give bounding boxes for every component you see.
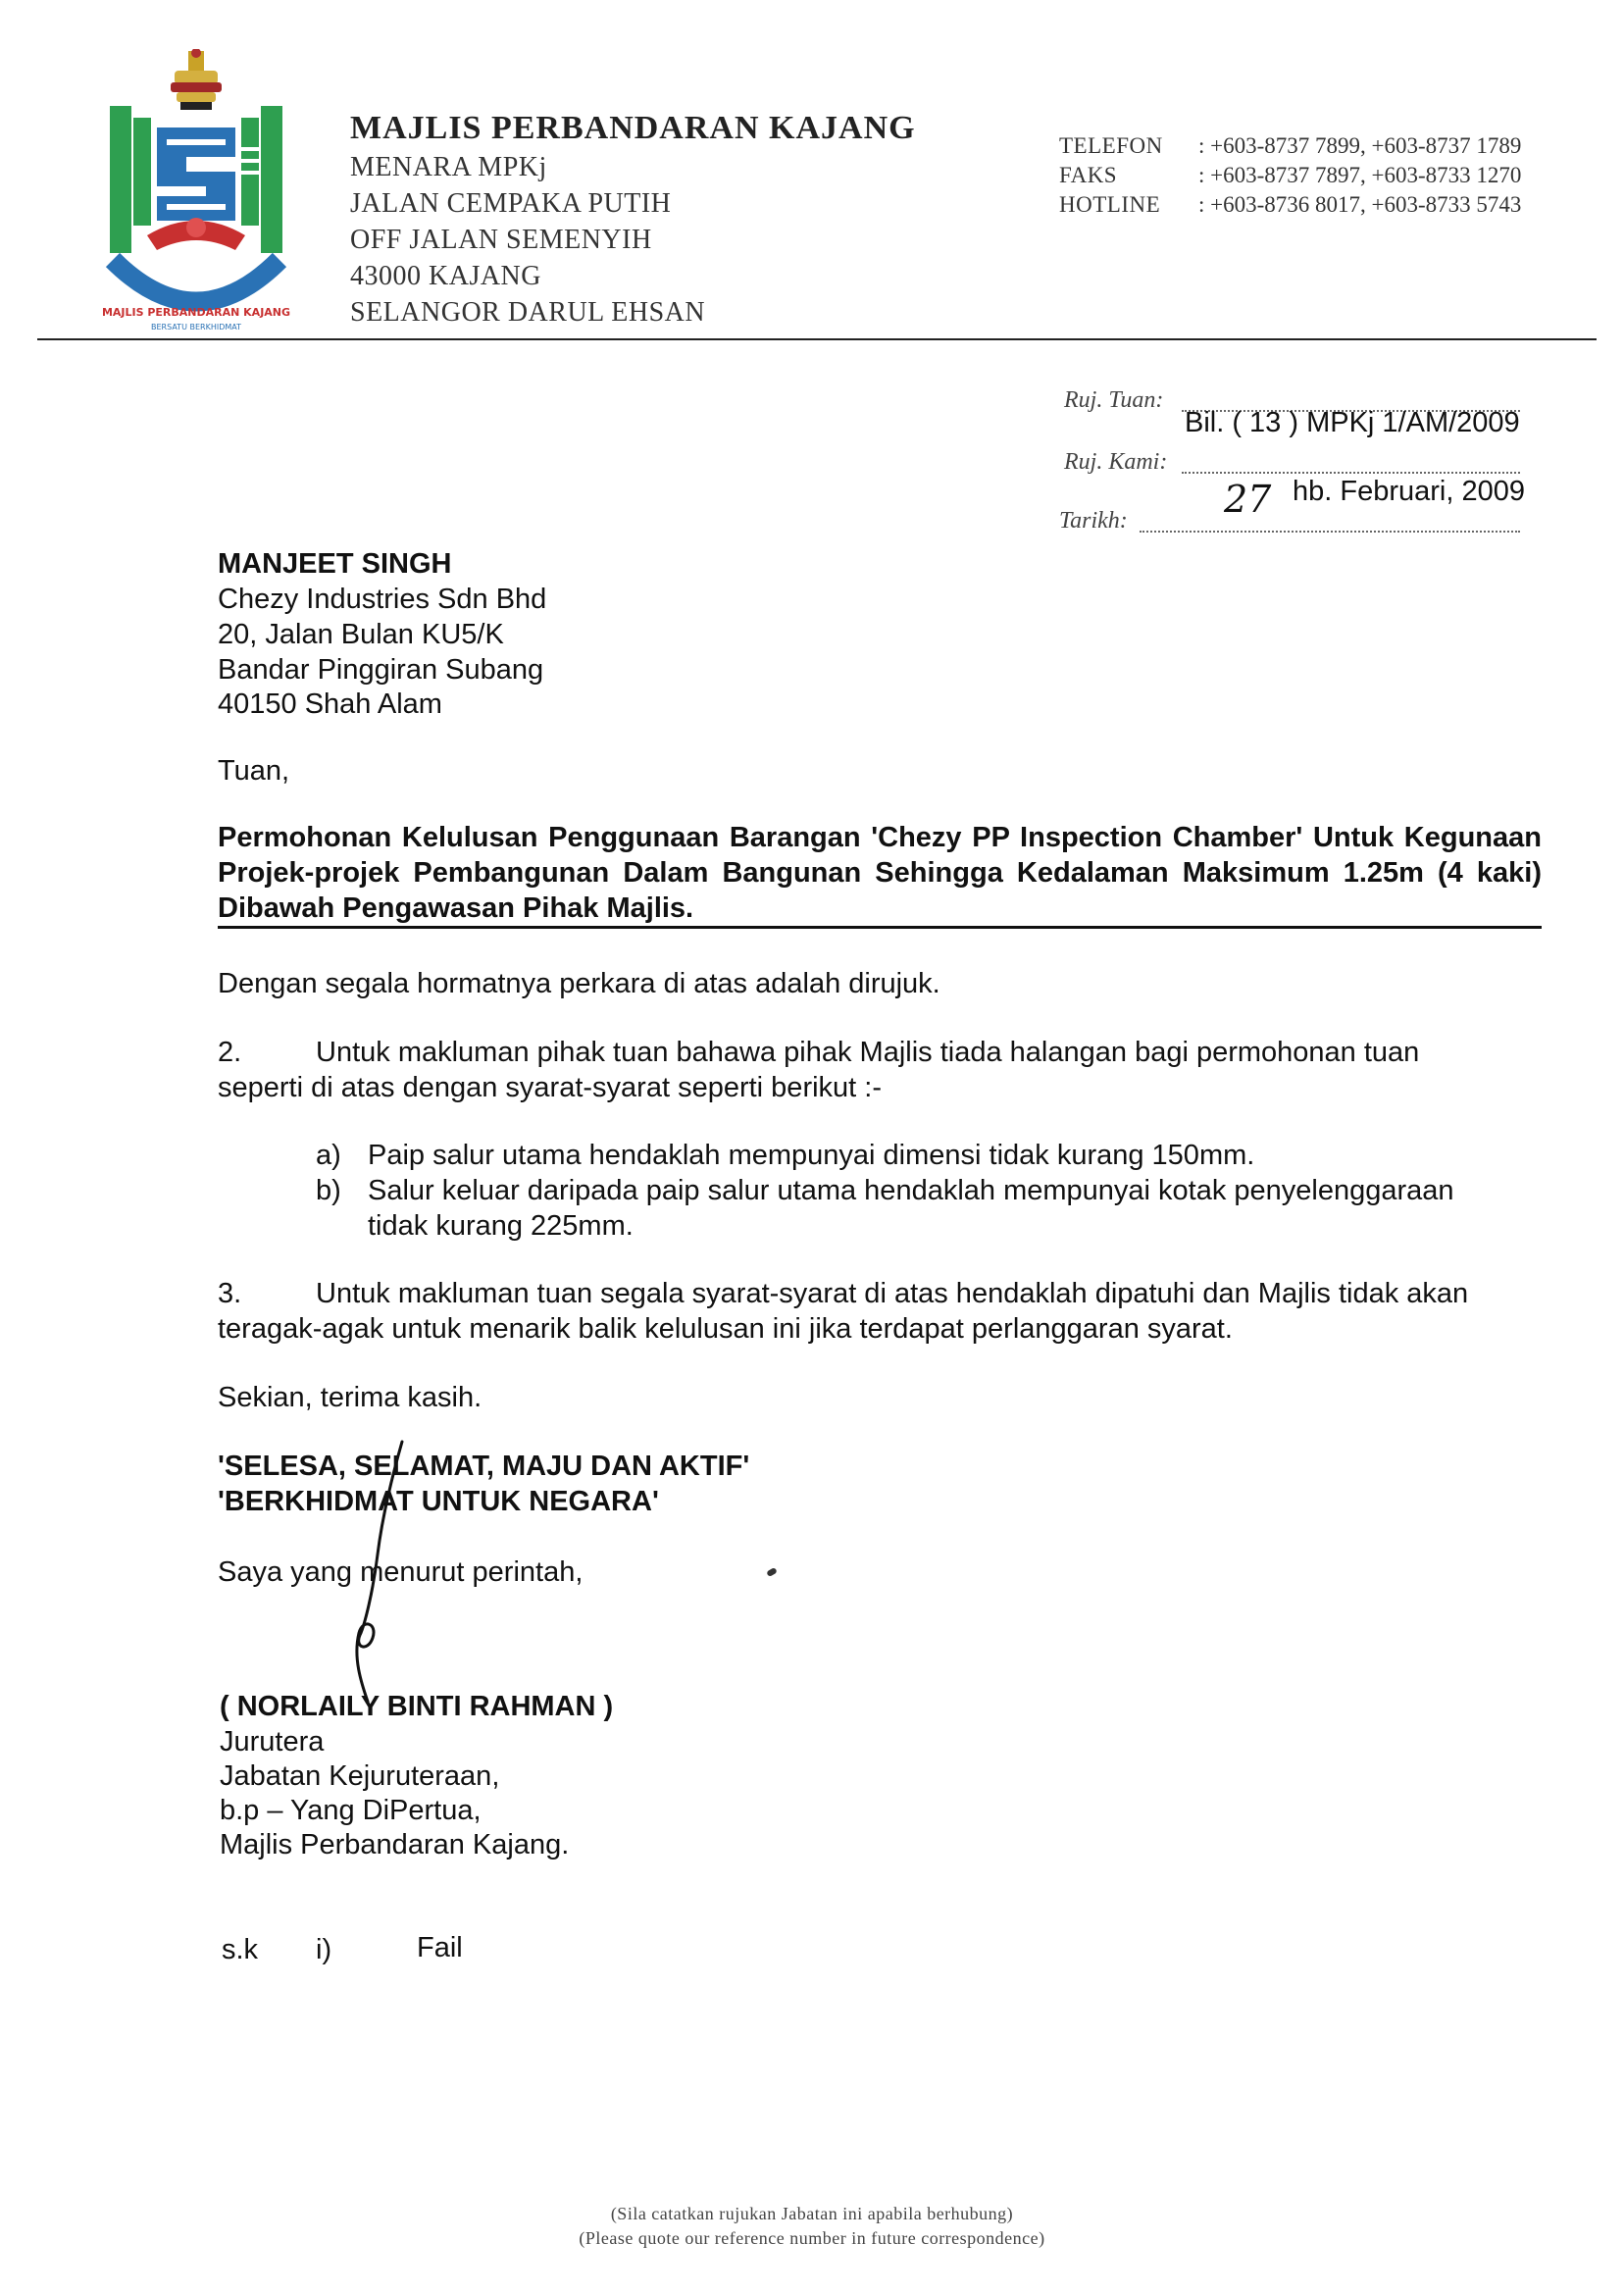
- council-logo: [98, 49, 294, 333]
- sign-intro: Saya yang menurut perintah,: [218, 1556, 584, 1588]
- svg-text:BERSATU BERKHIDMAT: [151, 323, 241, 331]
- recipient-line-3: Bandar Pinggiran Subang: [218, 654, 544, 686]
- signatory-name: ( NORLAILY BINTI RAHMAN ): [220, 1691, 614, 1722]
- signature: [324, 1437, 441, 1711]
- address-line-5: SELANGOR DARUL EHSAN: [350, 297, 706, 328]
- ink-mark: [766, 1567, 778, 1577]
- ruj-tuan-value: Bil. ( 13 ) MPKj 1/AM/2009: [1185, 407, 1520, 438]
- item-b-text: Salur keluar daripada paip salur utama hendaklah mempunyai kotak penyelenggaraan: [368, 1175, 1454, 1206]
- salutation: Tuan,: [218, 755, 290, 787]
- paragraph-3-line-1: Untuk makluman tuan segala syarat-syarat di atas hendaklah dipatuhi dan Majlis tidak akan: [316, 1278, 1469, 1309]
- tarikh-dots: [1140, 531, 1520, 533]
- hotline-value: : +603-8736 8017, +603-8733 5743: [1198, 192, 1522, 217]
- item-a-text: Paip salur utama hendaklah mempunyai dimensi tidak kurang 150mm.: [368, 1140, 1255, 1171]
- paragraph-3-number: 3.: [218, 1278, 242, 1309]
- sk-label: s.k: [222, 1934, 259, 1965]
- ruj-tuan-label: Ruj. Tuan:: [1064, 387, 1164, 413]
- recipient-line-1: Chezy Industries Sdn Bhd: [218, 584, 547, 615]
- closing-text: Sekian, terima kasih.: [218, 1382, 482, 1413]
- subject-heading: Permohonan Kelulusan Penggunaan Barangan 'Chezy PP Inspection Chamber' Untuk Kegunaan Projek-projek Pembangunan Dalam Bangunan Sehingga Kedalaman Maksimum 1.25m (4 kaki) Dibawah Pengawasan Pihak Majlis.: [218, 822, 1542, 924]
- footer-line-1: (Sila catatkan rujukan Jabatan ini apabila berhubung): [610, 2204, 1014, 2223]
- ruj-kami-label: Ruj. Kami:: [1064, 449, 1168, 475]
- header-divider: [37, 338, 1597, 340]
- date-value: hb. Februari, 2009: [1293, 476, 1525, 507]
- recipient-line-4: 40150 Shah Alam: [218, 688, 442, 720]
- recipient-name: MANJEET SINGH: [218, 548, 452, 580]
- paragraph-1: Dengan segala hormatnya perkara di atas adalah dirujuk.: [218, 968, 940, 999]
- signatory-title: Jurutera: [220, 1726, 325, 1758]
- logo-subtext: BERSATU BERKHIDMAT: [151, 323, 241, 331]
- address-line-3: OFF JALAN SEMENYIH: [350, 225, 652, 255]
- paragraph-2-line-1: Untuk makluman pihak tuan bahawa pihak Majlis tiada halangan bagi permohonan tuan: [316, 1037, 1420, 1068]
- faks-value: : +603-8737 7897, +603-8733 1270: [1198, 163, 1522, 187]
- paragraph-3-line-2: teragak-agak untuk menarik balik kelulusan ini jika terdapat perlanggaran syarat.: [218, 1313, 1233, 1345]
- signatory-department: Jabatan Kejuruteraan,: [220, 1760, 500, 1792]
- signatory-council: Majlis Perbandaran Kajang.: [220, 1829, 570, 1860]
- footer-line-2: (Please quote our reference number in future correspondence): [579, 2228, 1045, 2248]
- recipient-line-2: 20, Jalan Bulan KU5/K: [218, 619, 504, 650]
- address-line-1: MENARA MPKj: [350, 152, 547, 182]
- item-b-text-2: tidak kurang 225mm.: [368, 1210, 634, 1242]
- ruj-kami-dots: [1182, 472, 1520, 474]
- sk-number: i): [316, 1934, 332, 1965]
- logo-ribbon-text: MAJLIS PERBANDARAN KAJANG: [101, 306, 291, 319]
- paragraph-2-number: 2.: [218, 1037, 242, 1068]
- item-b-label: b): [316, 1175, 341, 1206]
- signatory-on-behalf: b.p – Yang DiPertua,: [220, 1795, 482, 1826]
- subject-underline: [218, 926, 1542, 929]
- org-name: MAJLIS PERBANDARAN KAJANG: [350, 110, 916, 146]
- motto-line-1: 'SELESA, SELAMAT, MAJU DAN AKTIF': [218, 1451, 750, 1482]
- tarikh-label: Tarikh:: [1059, 508, 1128, 534]
- motto-line-2: 'BERKHIDMAT UNTUK NEGARA': [218, 1486, 659, 1517]
- hotline-label: HOTLINE: [1059, 192, 1161, 217]
- address-line-4: 43000 KAJANG: [350, 261, 541, 291]
- telefon-value: : +603-8737 7899, +603-8737 1789: [1198, 133, 1522, 158]
- address-line-2: JALAN CEMPAKA PUTIH: [350, 188, 672, 219]
- item-a-label: a): [316, 1140, 341, 1171]
- sk-value: Fail: [417, 1932, 463, 1963]
- handwritten-date: 27: [1224, 478, 1272, 521]
- telefon-label: TELEFON: [1059, 133, 1163, 158]
- paragraph-2-line-2: seperti di atas dengan syarat-syarat seperti berikut :-: [218, 1072, 882, 1103]
- svg-text:MAJLIS PERBANDARAN KAJANG: [102, 306, 290, 319]
- faks-label: FAKS: [1059, 163, 1118, 187]
